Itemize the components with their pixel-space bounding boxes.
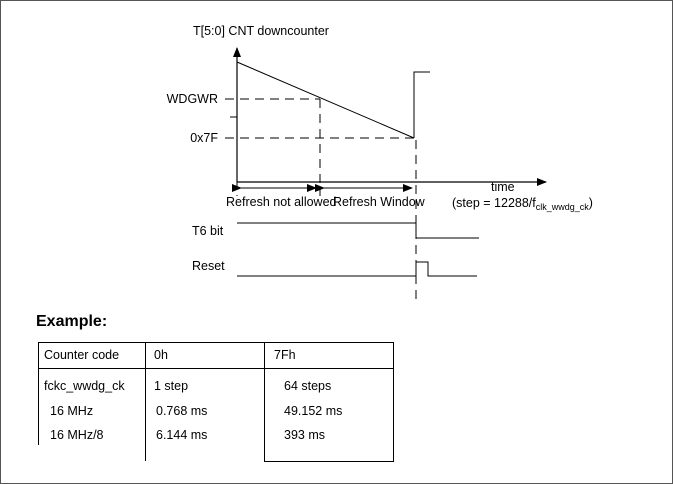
table-cell: 16 MHz/8	[50, 428, 104, 442]
table-border-left	[38, 342, 39, 445]
time-axis-label: time	[491, 180, 515, 194]
example-heading: Example:	[36, 313, 108, 330]
refresh-window-label: Refresh Window	[333, 195, 425, 209]
wdgwr-label: WDGWR	[166, 92, 218, 106]
table-header-counter-code: Counter code	[44, 348, 120, 362]
table-header-0h: 0h	[154, 348, 168, 362]
table-cell: 49.152 ms	[284, 404, 343, 418]
table-col-divider-1	[145, 342, 146, 461]
table-header-divider	[38, 368, 394, 369]
reset-label: Reset	[192, 259, 225, 273]
table-cell: 1 step	[154, 379, 189, 393]
table-cell: 6.144 ms	[156, 428, 208, 442]
table-border-bottom	[264, 461, 394, 462]
table-header-7fh: 7Fh	[274, 348, 296, 362]
t6-bit-waveform	[237, 223, 479, 238]
table-cell: fckc_wwdg_ck	[44, 379, 125, 393]
hex7f-label: 0x7F	[190, 131, 218, 145]
counter-ramp-line	[237, 62, 414, 138]
table-cell: 16 MHz	[50, 404, 94, 418]
table-border-top	[38, 342, 394, 343]
table-cell: 0.768 ms	[156, 404, 208, 418]
table-cell: 64 steps	[284, 379, 332, 393]
table-cell: 393 ms	[284, 428, 325, 442]
table-border-right	[393, 342, 394, 462]
example-table	[38, 342, 394, 462]
step-formula: (step = $12288/f_{clk\_wwdg\_ck}$)	[452, 196, 593, 212]
refresh-not-allowed-label: Refresh not allowed	[226, 195, 337, 209]
reset-waveform	[237, 262, 477, 276]
counter-reload-line	[414, 72, 430, 138]
table-col-divider-2	[264, 342, 265, 462]
t6-bit-label: T6 bit	[192, 224, 224, 238]
counter-title: T[5:0] CNT downcounter	[193, 24, 329, 38]
